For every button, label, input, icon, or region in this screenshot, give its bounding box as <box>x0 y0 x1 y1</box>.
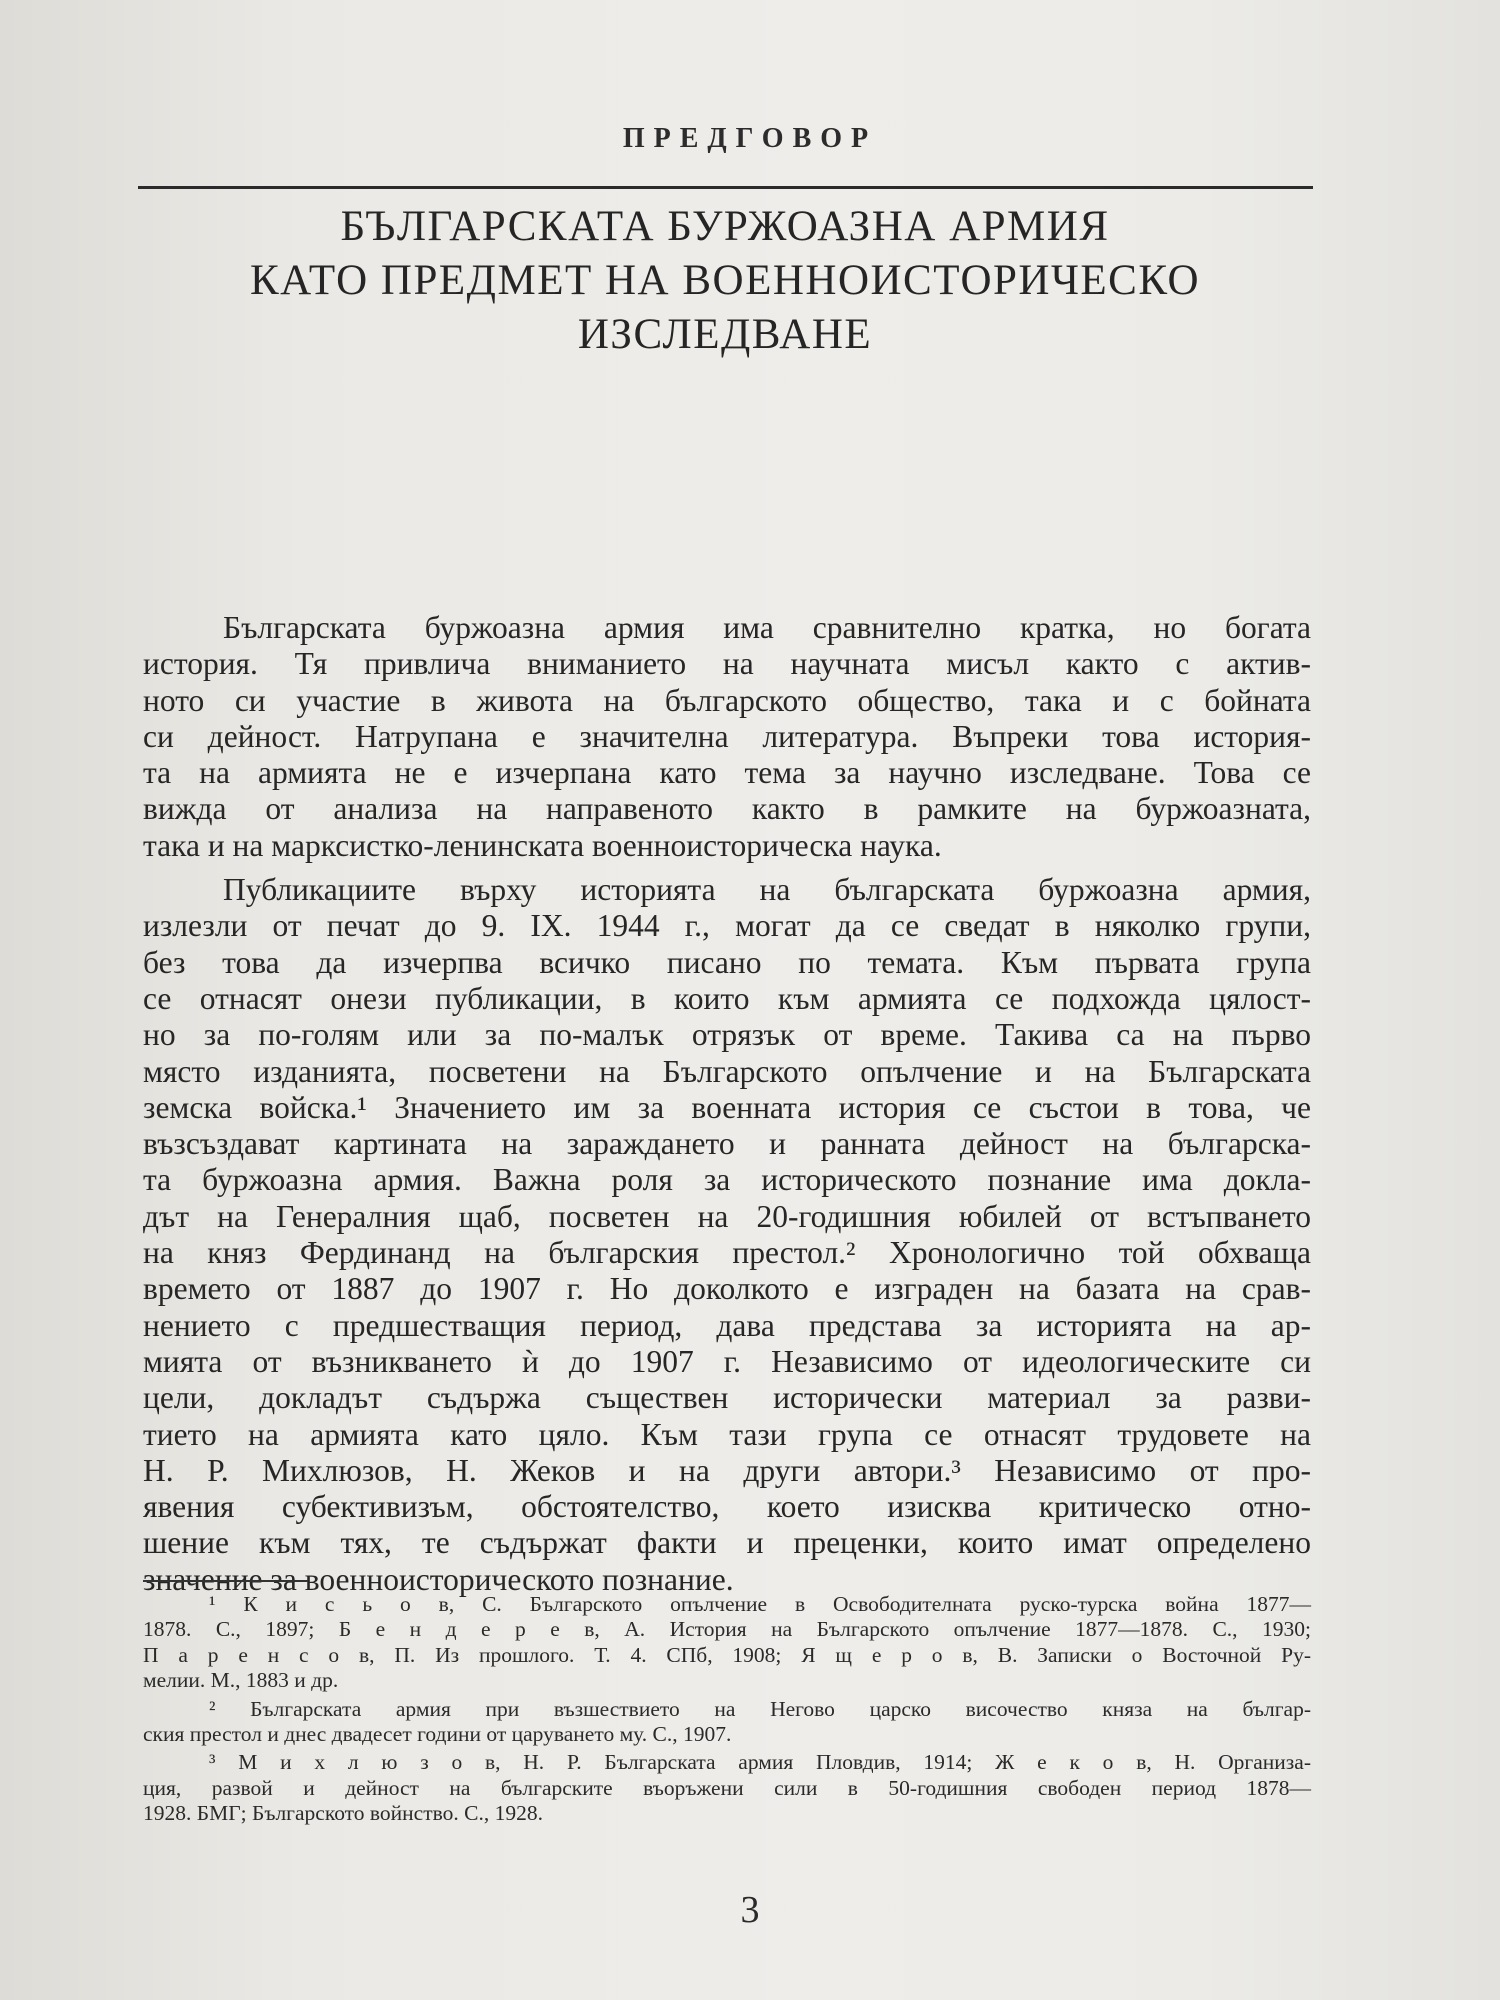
text-line: Публикациите върху историята на българската буржоазна армия, <box>223 872 1311 908</box>
footnote-line: П а р е н с о в, П. Из прошлого. Т. 4. СПб, 1908; Я щ е р о в, В. Записки о Восточной Ру- <box>143 1642 1311 1667</box>
text-line: цели, докладът съдържа съществен исторически материал за разви- <box>143 1380 1311 1416</box>
text-line: нението с предшестващия период, дава представа за историята на ар- <box>143 1307 1311 1343</box>
text-line: шение към тях, те съдържат факти и преценки, които имат определено <box>143 1525 1311 1561</box>
footnote-2 <box>143 1697 1311 1748</box>
title-line: КАТО ПРЕДМЕТ НА ВОЕННОИСТОРИЧЕСКО <box>249 257 1201 304</box>
paragraph-1 <box>143 610 1311 864</box>
footnotes <box>143 1592 1311 1830</box>
text-line: си дейност. Натрупана е значителна литература. Въпреки това история- <box>143 718 1311 754</box>
title-line: ИЗСЛЕДВАНЕ <box>577 311 873 358</box>
text-line: на княз Фердинанд на българския престол.² Хронологично той обхваща <box>143 1235 1311 1271</box>
text-line: явения субективизъм, обстоятелство, което изисква критическо отно- <box>143 1489 1311 1525</box>
footnote-line: 1928. БМГ; Българското войнство. С., 1928. <box>143 1801 543 1826</box>
text-line: без това да изчерпва всичко писано по темата. Към първата група <box>143 944 1311 980</box>
text-line: ното си участие в живота на българското общество, така и с бойната <box>143 682 1311 718</box>
text-line: излезли от печат до 9. IX. 1944 г., могат да се сведат в няколко групи, <box>143 908 1311 944</box>
text-line: възсъздават картината на зараждането и ранната дейност на българска- <box>143 1126 1311 1162</box>
footnote-line: ³ М и х л ю з о в, Н. Р. Българската армия Пловдив, 1914; Ж е к о в, Н. Организа- <box>209 1750 1311 1775</box>
text-line: история. Тя привлича вниманието на научната мисъл както с актив- <box>143 646 1311 682</box>
footnote-line: ¹ К и с ь о в, С. Българското опълчение в Освободителната руско-турска война 1877— <box>209 1592 1311 1616</box>
text-line: та буржоазна армия. Важна роля за историческото познание има доклa- <box>143 1162 1311 1198</box>
text-line: вижда от анализа на направеното както в рамките на буржоазната, <box>143 791 1311 827</box>
text-line: дът на Генералния щаб, посветен на 20-годишния юбилей от встъпването <box>143 1198 1311 1234</box>
text-line: Н. Р. Михлюзов, Н. Жеков и на други автори.³ Независимо от про- <box>143 1452 1311 1488</box>
text-line: времето от 1887 до 1907 г. Но доколкото е изграден на базата на срав- <box>143 1271 1311 1307</box>
footnote-3 <box>143 1750 1311 1826</box>
footnote-line: 1878. С., 1897; Б е н д е р е в, А. История на Българското опълчение 1877—1878. С., 1930; <box>143 1617 1311 1642</box>
section-label: ПРЕДГОВОР <box>622 123 878 154</box>
title-line: БЪЛГАРСКАТА БУРЖОАЗНА АРМИЯ <box>340 203 1110 250</box>
text-line: та на армията не е изчерпана като тема за научно изследване. Това се <box>143 755 1311 791</box>
text-line: така и на марксистко-ленинската военноисторическа наука. <box>143 827 942 863</box>
footnote-rule <box>143 1580 308 1582</box>
text-line: земска войска.¹ Значението им за военната история се състои в това, че <box>143 1089 1311 1125</box>
text-line: Българската буржоазна армия има сравнително кратка, но богата <box>223 610 1311 645</box>
text-line: значение за военноисторическото познание. <box>143 1561 734 1597</box>
footnote-line: ския престол и днес двадесет години от царуването му. С., 1907. <box>143 1722 732 1747</box>
text-line: тието на армията като цяло. Към тази група се отнасят трудовете на <box>143 1416 1311 1452</box>
header-rule <box>138 186 1313 189</box>
footnote-line: ² Българската армия при възшествието на Негово царско височество княза на българ- <box>209 1696 1311 1721</box>
text-line: се отнасят онези публикации, в които към армията се подхожда цялост- <box>143 980 1311 1016</box>
text-line: място изданията, посветени на Българското опълчение и на Българската <box>143 1053 1311 1089</box>
footnote-line: мелии. М., 1883 и др. <box>143 1668 339 1693</box>
text-line: но за по-голям или за по-малък отрязък от време. Такива са на първо <box>143 1017 1311 1053</box>
paragraph-2 <box>143 872 1311 1598</box>
text-line: мията от възникването ѝ до 1907 г. Независимо от идеологическите си <box>143 1343 1311 1379</box>
footnote-1 <box>143 1592 1311 1694</box>
chapter-title <box>200 200 1250 362</box>
body-text <box>143 610 1311 1606</box>
footnote-line: ция, развой и дейност на българските въоръжени сили в 50-годишния свободен период 1878— <box>143 1775 1311 1800</box>
page-number: 3 <box>740 1889 760 1931</box>
